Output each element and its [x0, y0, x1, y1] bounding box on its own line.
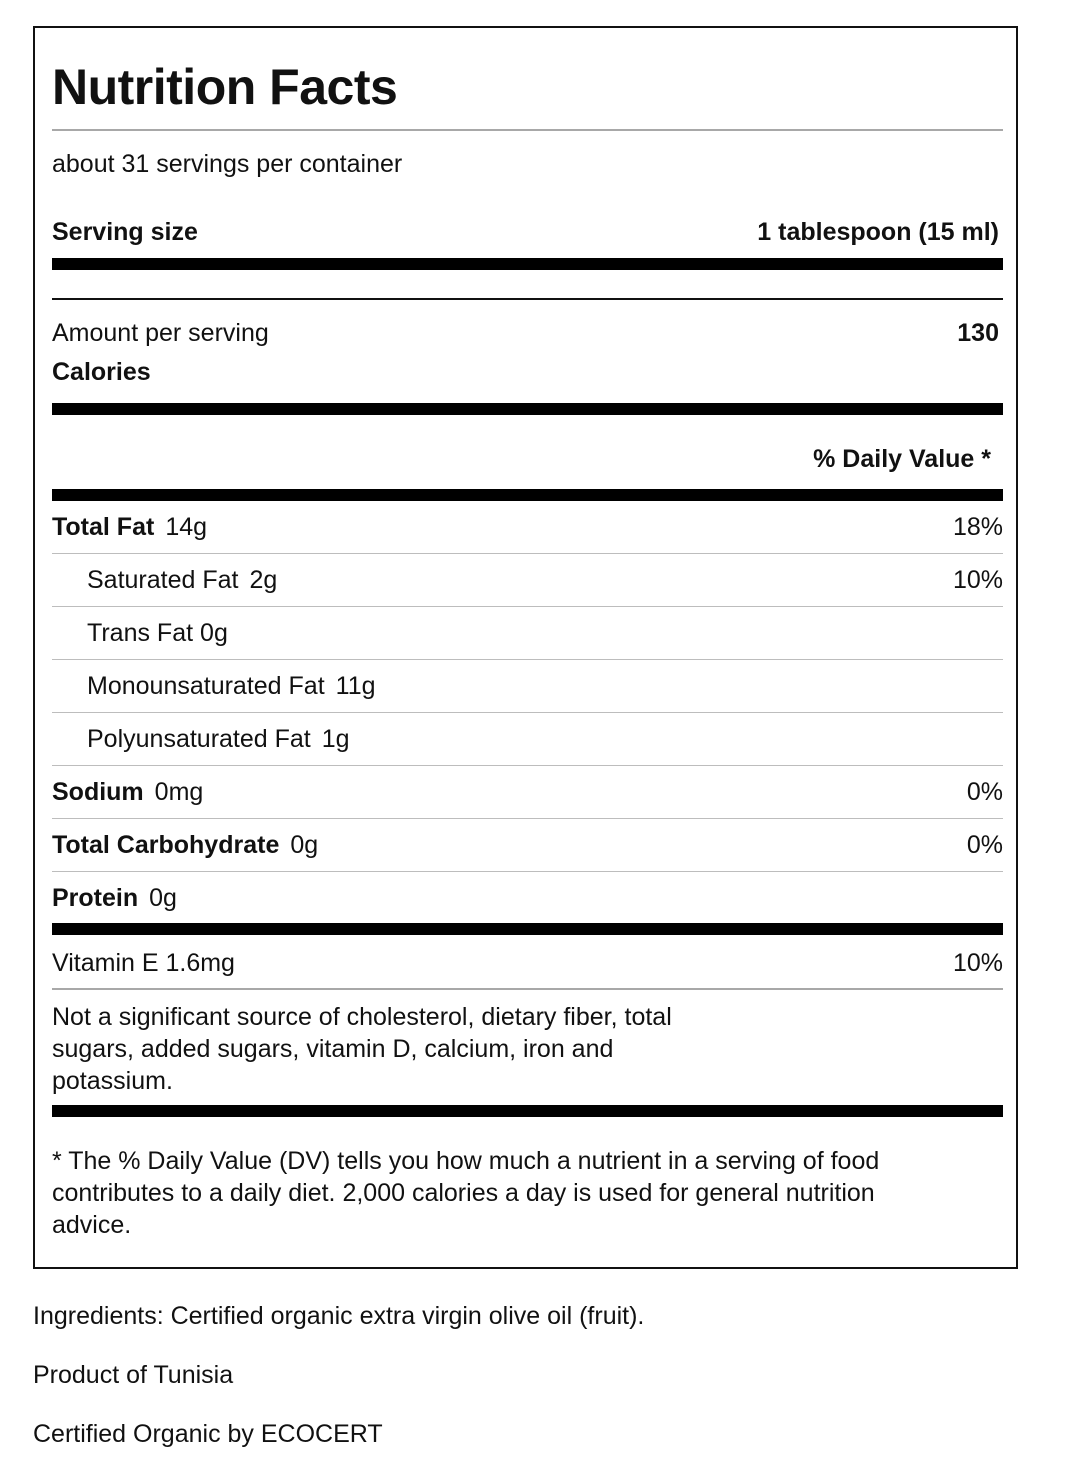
- amount-per-serving: Amount per serving: [52, 319, 269, 347]
- thick-divider: [52, 1105, 1003, 1117]
- ingredients: Ingredients: Certified organic extra virgin olive oil (fruit).: [33, 1302, 645, 1330]
- nutrient-label: Sodium: [52, 778, 144, 806]
- nutrient-label: Saturated Fat: [87, 566, 239, 594]
- nutrient-amount: 14g: [165, 513, 208, 541]
- nutrient-daily-value: 0%: [966, 778, 1003, 806]
- nutrient-daily-value: 10%: [952, 566, 1003, 594]
- vitamin-name: Vitamin E 1.6mg: [52, 949, 235, 977]
- nutrition-facts-label: [33, 26, 1018, 1269]
- thick-divider: [52, 923, 1003, 935]
- divider: [52, 659, 1003, 660]
- footnote-line: advice.: [52, 1211, 132, 1239]
- daily-value-footnote: [52, 1145, 879, 1241]
- organic-certification: Certified Organic by ECOCERT: [33, 1420, 383, 1448]
- nutrient-amount: 0g: [149, 884, 177, 912]
- nutrient-row: [52, 777, 1003, 807]
- nutrient-name: [52, 830, 318, 860]
- nutrient-row: [52, 618, 1003, 648]
- nutrient-name: [52, 777, 203, 807]
- divider: [52, 712, 1003, 713]
- thick-divider: [52, 403, 1003, 415]
- nutrient-amount: 2g: [249, 566, 278, 594]
- divider: [52, 553, 1003, 554]
- divider: [52, 871, 1003, 872]
- nutrient-label: Protein: [52, 884, 139, 912]
- divider: [52, 129, 1003, 131]
- nutrient-label: Monounsaturated Fat: [87, 672, 325, 700]
- footnote-line: * The % Daily Value (DV) tells you how much a nutrient in a serving of food: [52, 1147, 880, 1175]
- serving-size-value: 1 tablespoon (15 ml): [757, 218, 999, 246]
- nutrient-name: [52, 883, 177, 913]
- nutrient-row: [52, 883, 1003, 913]
- nutrient-row: [52, 830, 1003, 860]
- vitamin-row: [52, 948, 1003, 978]
- nutrient-label: Total Fat: [52, 513, 155, 541]
- nutrient-amount: 0g: [200, 619, 228, 647]
- nutrient-amount: 11g: [335, 672, 376, 700]
- nutrient-label: Polyunsaturated Fat: [87, 725, 311, 753]
- thick-divider: [52, 258, 1003, 270]
- thick-divider: [52, 489, 1003, 501]
- vitamin-dv: 10%: [952, 949, 1003, 977]
- nutrient-name: [87, 671, 376, 701]
- nutrient-label: Trans Fat: [87, 619, 194, 647]
- nutrient-name: [87, 724, 350, 754]
- nutrient-row: [52, 724, 1003, 754]
- divider: [52, 606, 1003, 607]
- note-line: sugars, added sugars, vitamin D, calcium, iron and: [52, 1035, 614, 1063]
- nutrient-name: [87, 565, 277, 595]
- nutrient-label: Total Carbohydrate: [52, 831, 280, 859]
- daily-value-header: % Daily Value *: [813, 445, 991, 473]
- nutrient-row: [52, 512, 1003, 542]
- note-line: potassium.: [52, 1067, 173, 1095]
- divider: [52, 988, 1003, 990]
- footnote-line: contributes to a daily diet. 2,000 calories a day is used for general nutrition: [52, 1179, 875, 1207]
- not-significant-note: [52, 1001, 672, 1097]
- nutrient-daily-value: 18%: [952, 513, 1003, 541]
- label-title: Nutrition Facts: [52, 59, 398, 115]
- calories-label: Calories: [52, 358, 151, 386]
- calories-value: 130: [957, 319, 999, 347]
- product-origin: Product of Tunisia: [33, 1361, 234, 1389]
- divider: [52, 818, 1003, 819]
- servings-per-container: about 31 servings per container: [52, 150, 403, 178]
- nutrient-daily-value: 0%: [966, 831, 1003, 859]
- serving-size-label: Serving size: [52, 218, 198, 246]
- nutrient-amount: 0mg: [154, 778, 204, 806]
- nutrient-row: [52, 671, 1003, 701]
- nutrient-name: [87, 618, 228, 648]
- nutrient-name: [52, 512, 207, 542]
- nutrient-amount: 1g: [321, 725, 350, 753]
- nutrient-amount: 0g: [290, 831, 319, 859]
- divider: [52, 765, 1003, 766]
- nutrient-row: [52, 565, 1003, 595]
- note-line: Not a significant source of cholesterol, dietary fiber, total: [52, 1003, 672, 1031]
- divider: [52, 298, 1003, 300]
